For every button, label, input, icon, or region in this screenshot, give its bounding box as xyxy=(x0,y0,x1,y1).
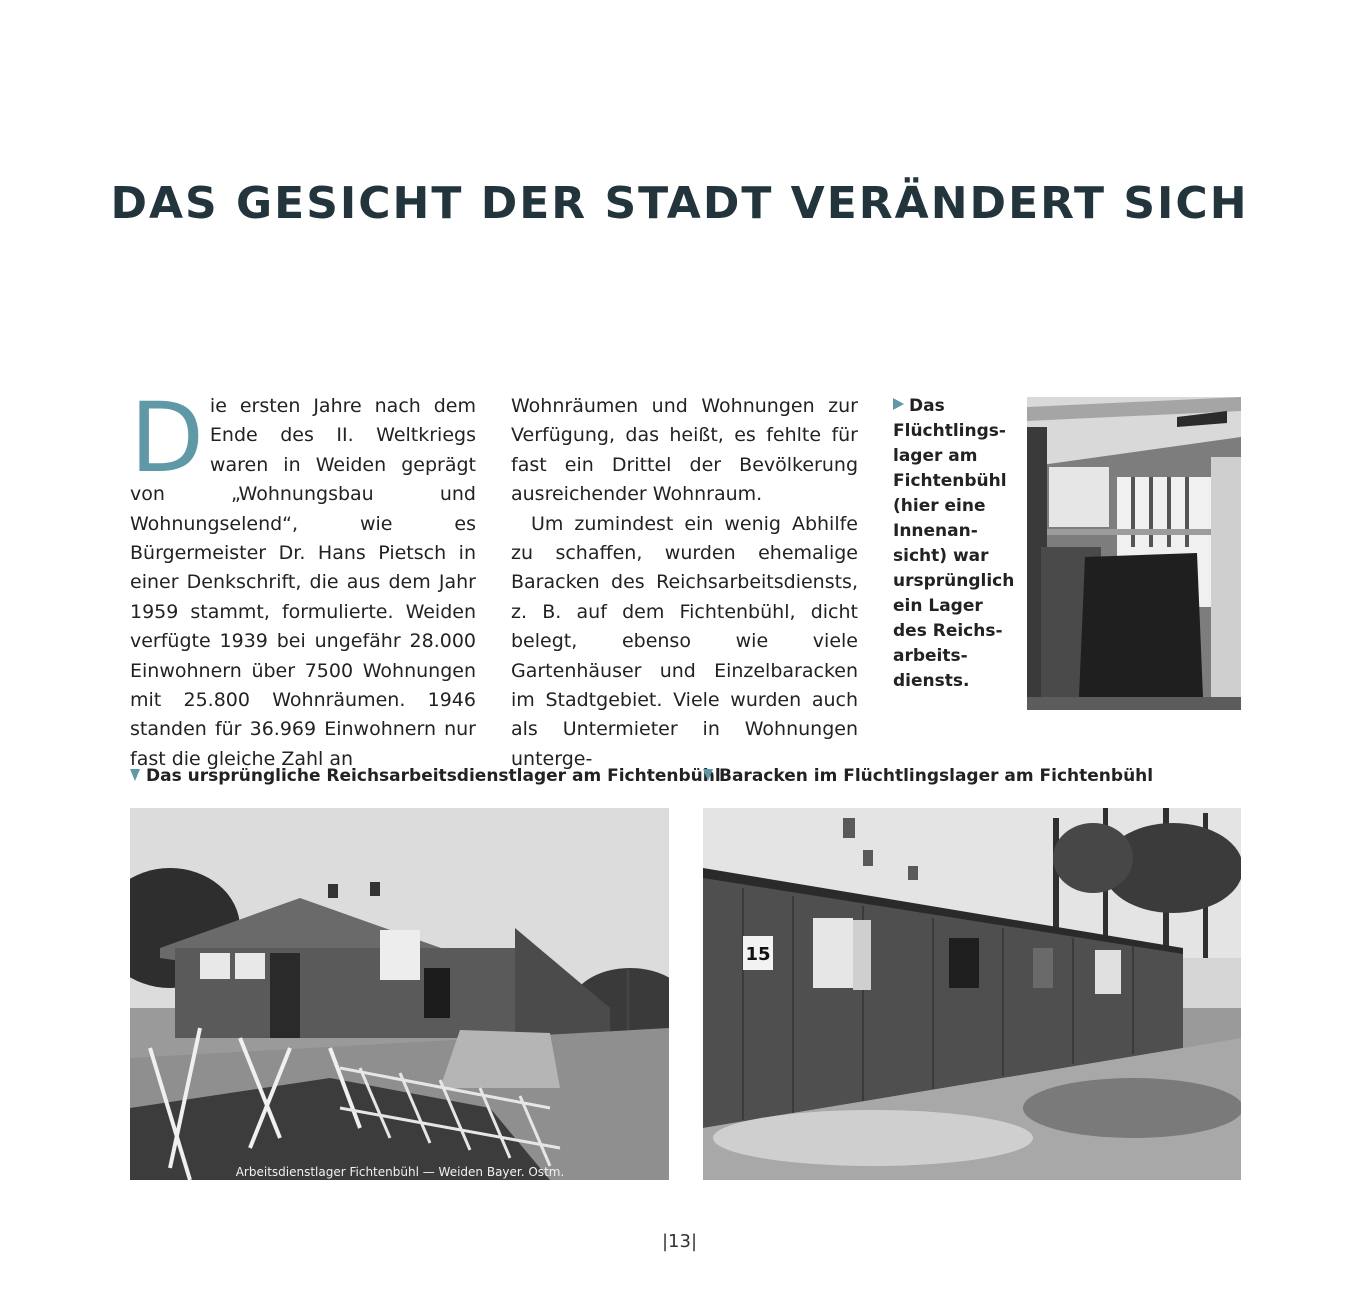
side-caption-text: Das Flüchtlings-lager am Fichtenbühl (hier eine Innenan-sicht) war ursprünglich ein Lager des Reichs-arbeits-diensts. xyxy=(893,396,1015,691)
photo-interior xyxy=(1027,397,1241,710)
body-paragraph: Wohnräumen und Wohnungen zur Verfügung, das heißt, es fehlte für fast ein Drittel der Bevölkerung ausreichender Wohnraum. xyxy=(511,395,858,506)
body-paragraph: ie ersten Jahre nach dem Ende des II. Weltkriegs waren in Weiden geprägt von „Wohnungsbau und Wohnungselend“, wie es Bürgermeister Dr. Hans Pietsch in einer Denkschrift, die aus dem Jahr 1959 stammt, formulierte. Weiden verfügte 1939 bei ungefähr 28.000 Einwohnern über 7500 Wohnungen mit 25.800 Wohnräumen. 1946 standen für 36.969 Einwohnern nur fast die gleiche Zahl an xyxy=(130,395,476,770)
drop-cap: D xyxy=(130,382,204,494)
triangle-down-icon xyxy=(703,769,713,781)
caption-text: Das ursprüngliche Reichsarbeitsdienstlager am Fichtenbühl xyxy=(146,766,721,786)
body-column-2 xyxy=(511,392,858,774)
triangle-down-icon xyxy=(130,769,140,781)
page-number: |13| xyxy=(661,1231,698,1252)
page-title: DAS GESICHT DER STADT VERÄNDERT SICH xyxy=(110,178,1249,229)
barrack-number: 15 xyxy=(745,944,771,965)
photo-caption-right xyxy=(703,766,1153,786)
photo-imprint: Arbeitsdienstlager Fichtenbühl — Weiden Bayer. Ostm. xyxy=(235,1165,565,1179)
side-caption xyxy=(893,394,1015,694)
body-column-1 xyxy=(130,382,476,774)
triangle-right-icon xyxy=(893,398,904,410)
photo-barracks xyxy=(703,808,1241,1180)
body-paragraph: Um zumindest ein wenig Abhilfe zu schaffen, wurden ehemalige Baracken des Reichsarbeitsdiensts, z. B. auf dem Fichtenbühl, dicht belegt, ebenso wie viele Gartenhäuser und Einzelbaracken im Stadtgebiet. Viele wurden auch als Untermieter in Wohnungen unterge- xyxy=(511,512,858,770)
caption-text: Baracken im Flüchtlingslager am Fichtenbühl xyxy=(719,766,1154,786)
photo-caption-left xyxy=(130,766,721,786)
photo-labor-camp xyxy=(130,808,669,1180)
